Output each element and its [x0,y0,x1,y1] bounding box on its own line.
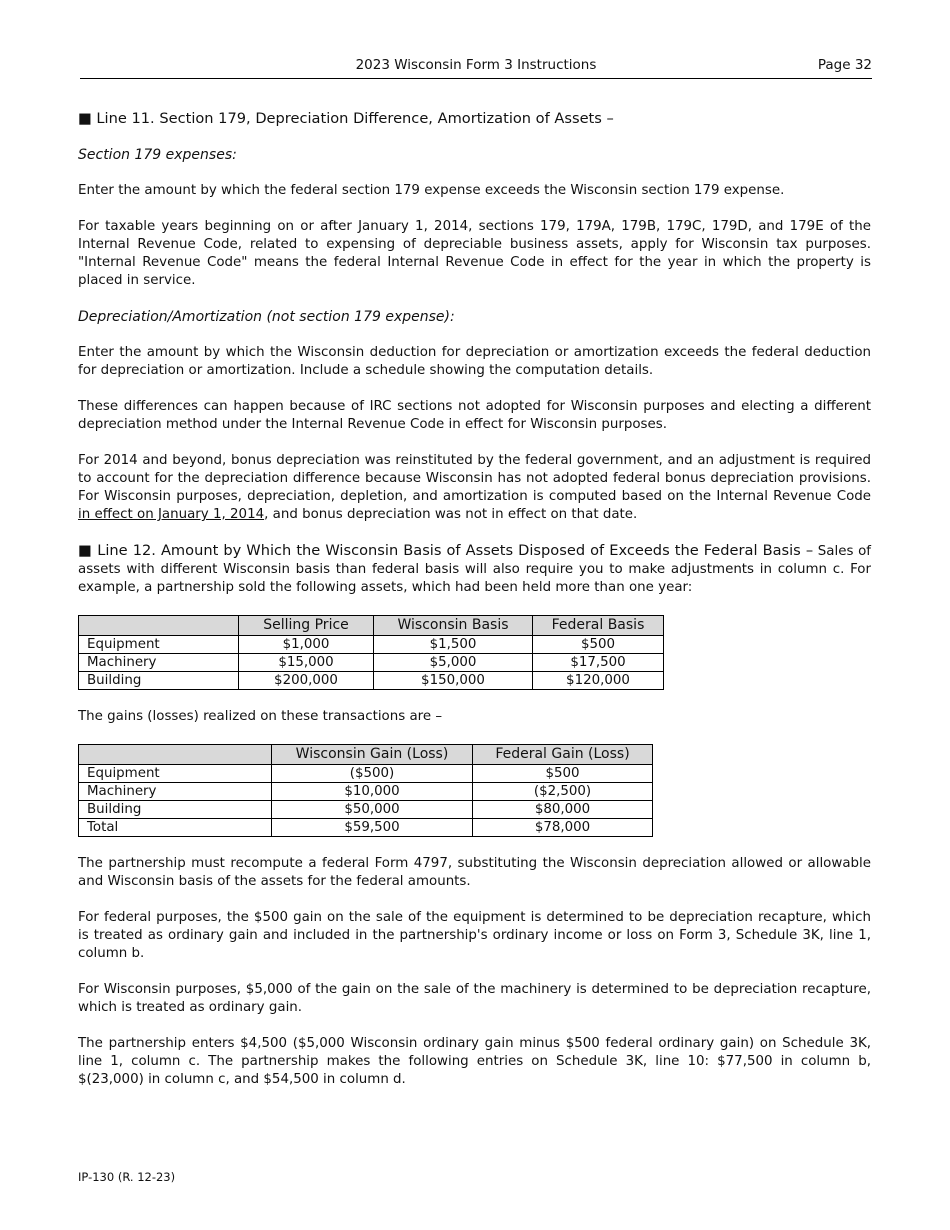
table-cell: $78,000 [473,819,653,837]
line11-paragraph-2: For taxable years beginning on or after January 1, 2014, sections 179, 179A, 179B, 179C, 179D, and 179E of the Internal Revenue Code, related to expensing of depreciable business assets, apply for Wisconsin tax purposes. "Internal Revenue Code" means the federal Internal Revenue Code in effect for the year in which the property is placed in service. [78,219,871,288]
line11-paragraph-1: Enter the amount by which the federal section 179 expense exceeds the Wisconsin section 179 expense. [78,183,785,198]
table-row [79,783,653,801]
depreciation-subheading: Depreciation/Amortization (not section 179 expense): [78,309,455,325]
table-cell: ($500) [272,765,473,783]
table-cell: Total [79,819,272,837]
table-cell: $200,000 [239,672,374,690]
table-cell: Equipment [79,765,272,783]
table-row [79,654,664,672]
table-row [79,801,653,819]
line12-paragraph [78,542,871,597]
after-paragraph-3: For Wisconsin purposes, $5,000 of the gain on the sale of the machinery is determined to be depreciation recapture, which is treated as ordinary gain. [78,982,871,1015]
table-cell: $80,000 [473,801,653,819]
table-row [79,636,664,654]
line11-heading: ■ Line 11. Section 179, Depreciation Difference, Amortization of Assets – [78,110,614,127]
section179-subheading: Section 179 expenses: [78,147,237,163]
after-paragraph-1: The partnership must recompute a federal Form 4797, substituting the Wisconsin depreciation allowed or allowable and Wisconsin basis of the assets for the federal amounts. [78,856,871,889]
table-cell: $15,000 [239,654,374,672]
table-cell: $120,000 [533,672,664,690]
table-cell: $17,500 [533,654,664,672]
line12-heading: ■ Line 12. Amount by Which the Wisconsin Basis of Assets Disposed of Exceeds the Federal Basis – [78,542,814,559]
table-row [79,765,653,783]
table-cell: $1,500 [374,636,533,654]
table-header-cell: Wisconsin Gain (Loss) [272,745,473,765]
table-cell: ($2,500) [473,783,653,801]
table-cell: $50,000 [272,801,473,819]
p5-text-a: For 2014 and beyond, bonus depreciation was reinstituted by the federal government, and an adjustment is required to account for the depreciation difference because Wisconsin has not adopted federal bonus depreciation provisions. For Wisconsin purposes, depreciation, depletion, and amortization is computed based on the Internal Revenue Code [78,453,871,504]
table-cell: $500 [533,636,664,654]
table-cell: $150,000 [374,672,533,690]
table-cell: Machinery [79,654,239,672]
table-cell: Building [79,801,272,819]
table-cell: $5,000 [374,654,533,672]
table-cell: $59,500 [272,819,473,837]
table-header-row [79,616,664,636]
table-total-row [79,819,653,837]
line12-text: Sales of assets with different Wisconsin basis than federal basis will also require you to make adjustments in column c. For example, a partnership sold the following assets, which had been held more than one year: [78,544,872,595]
gains-table [78,744,653,837]
basis-table [78,615,664,690]
line11-paragraph-3: Enter the amount by which the Wisconsin deduction for depreciation or amortization exceeds the federal deduction for depreciation or amortization. Include a schedule showing the computation details. [78,345,871,378]
p5-text-b: , and bonus depreciation was not in effect on that date. [264,507,638,522]
line11-paragraph-4: These differences can happen because of IRC sections not adopted for Wisconsin purposes and electing a different depreciation method under the Internal Revenue Code in effect for Wisconsin purposes. [78,399,871,432]
gains-intro: The gains (losses) realized on these transactions are – [78,709,443,724]
table-cell: Equipment [79,636,239,654]
table-header-cell: Federal Basis [533,616,664,636]
table-header-cell [79,745,272,765]
table-header-cell [79,616,239,636]
table-cell: $1,000 [239,636,374,654]
page-content [78,110,871,1107]
table-header-row [79,745,653,765]
table-cell: $10,000 [272,783,473,801]
form-footer-code: IP-130 (R. 12-23) [78,1170,176,1184]
page-number: Page 32 [817,57,872,73]
line11-paragraph-5 [78,452,871,524]
table-cell: Machinery [79,783,272,801]
page-header [80,56,872,79]
after-paragraph-4: The partnership enters $4,500 ($5,000 Wisconsin ordinary gain minus $500 federal ordinary gain) on Schedule 3K, line 1, column c. The partnership makes the following entries on Schedule 3K, line 10: $77,500 in column b, $(23,000) in column c, and $54,500 in column d. [78,1036,871,1087]
table-header-cell: Federal Gain (Loss) [473,745,653,765]
p5-underlined-date: in effect on January 1, 2014 [78,507,265,522]
table-header-cell: Wisconsin Basis [374,616,533,636]
table-cell: $500 [473,765,653,783]
after-paragraph-2: For federal purposes, the $500 gain on the sale of the equipment is determined to be depreciation recapture, which is treated as ordinary gain and included in the partnership's ordinary income or loss on Form 3, Schedule 3K, line 1, column b. [78,910,871,961]
table-cell: Building [79,672,239,690]
table-header-cell: Selling Price [239,616,374,636]
table-row [79,672,664,690]
document-title: 2023 Wisconsin Form 3 Instructions [355,57,597,73]
